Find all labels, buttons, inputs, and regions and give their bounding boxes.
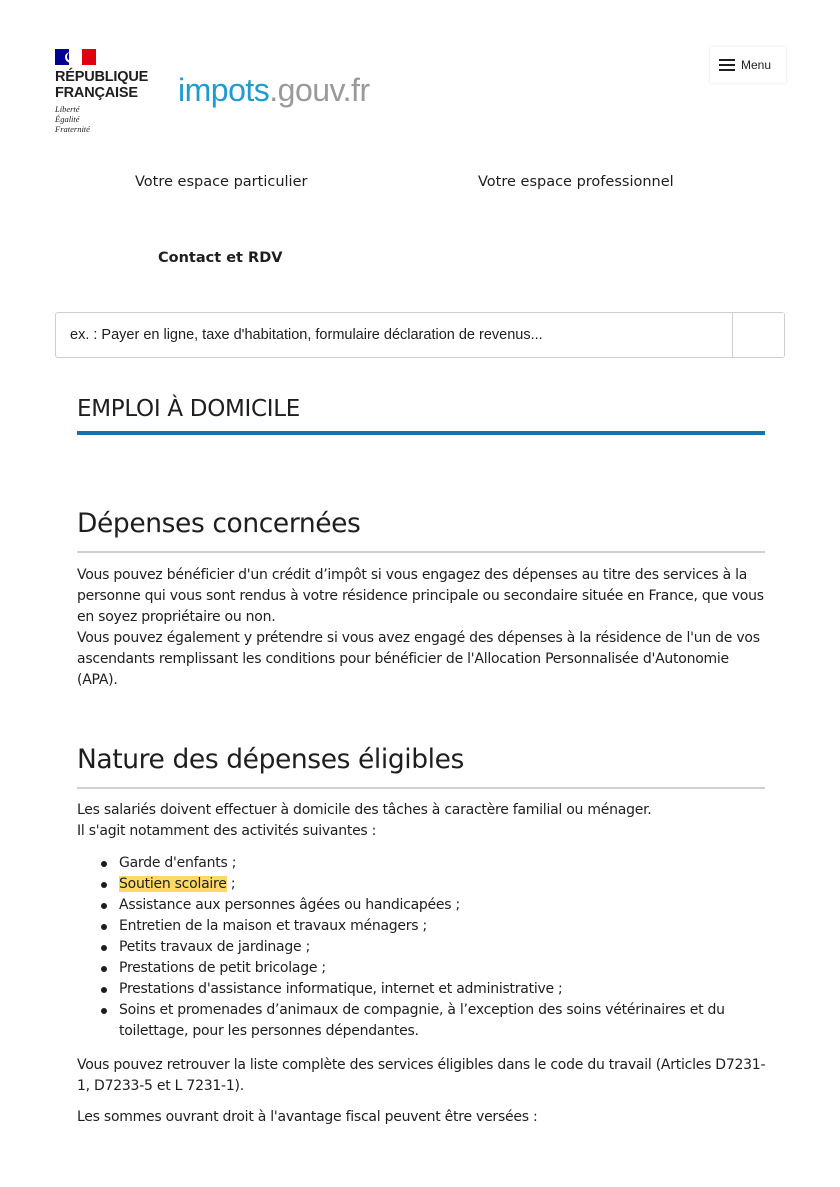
nav-espace-particulier-link[interactable]: Votre espace particulier: [135, 174, 308, 190]
list-item: Prestations d'assistance informatique, internet et administrative ;: [77, 979, 767, 1000]
page-title-underline: [77, 431, 765, 435]
logo-part: impots: [178, 72, 270, 108]
logo-part: .fr: [342, 72, 370, 108]
page-title: EMPLOI À DOMICILE: [77, 396, 301, 422]
paragraph: Les sommes ouvrant droit à l'avantage fiscal peuvent être versées :: [77, 1109, 538, 1125]
republic-motto: [55, 104, 90, 134]
motto-line: Égalité: [55, 114, 80, 124]
list-item: [77, 874, 767, 895]
motto-line: Liberté: [55, 104, 80, 114]
brand-line: FRANÇAISE: [55, 85, 138, 101]
impots-gouv-logo[interactable]: [178, 70, 370, 110]
highlighted-text: Soutien scolaire: [119, 876, 227, 892]
paragraph: Vous pouvez retrouver la liste complète des services éligibles dans le code du travail (Articles D7231-1, D7233-5 et L 7231-1).: [77, 1057, 766, 1094]
search-button[interactable]: [732, 313, 784, 357]
motto-line: Fraternité: [55, 124, 90, 134]
list-item: Assistance aux personnes âgées ou handicapées ;: [77, 895, 767, 916]
paragraph: Vous pouvez bénéficier d'un crédit d’impôt si vous engagez des dépenses au titre des services à la personne qui vous sont rendus à votre résidence principale ou secondaire située en France, que vous en soyez propriétaire ou non.: [77, 567, 764, 625]
paragraph: Vous pouvez également y prétendre si vous avez engagé des dépenses à la résidence de l'un de vos ascendants remplissant les conditions pour bénéficier de l'Allocation Personnalisée d'Autonomie (APA).: [77, 630, 760, 688]
logo-part: .: [269, 72, 278, 108]
list-item-suffix: ;: [226, 876, 236, 892]
list-item: Garde d'enfants ;: [77, 853, 767, 874]
list-item: Soins et promenades d’animaux de compagnie, à l’exception des soins vétérinaires et du toilettage, pour les personnes dépendantes.: [77, 1000, 767, 1042]
section-divider: [77, 551, 765, 553]
paragraph: Il s'agit notamment des activités suivantes :: [77, 823, 377, 839]
site-header: [0, 0, 840, 150]
list-item: Petits travaux de jardinage ;: [77, 937, 767, 958]
nav-espace-professionnel-link[interactable]: Votre espace professionnel: [478, 174, 674, 190]
list-item: Entretien de la maison et travaux ménagers ;: [77, 916, 767, 937]
paragraph: Les salariés doivent effectuer à domicile des tâches à caractère familial ou ménager.: [77, 802, 652, 818]
menu-label: Menu: [741, 58, 772, 72]
section-title-depenses-concernees: Dépenses concernées: [77, 508, 361, 539]
republique-francaise-brand[interactable]: [55, 69, 148, 101]
search-input[interactable]: [56, 313, 732, 357]
brand-line: RÉPUBLIQUE: [55, 69, 149, 85]
list-item: Prestations de petit bricolage ;: [77, 958, 767, 979]
eligible-activities-list: [77, 853, 767, 1042]
menu-button[interactable]: [710, 47, 786, 83]
search-bar: [55, 312, 785, 358]
logo-part: gouv: [277, 72, 343, 108]
hamburger-icon: [719, 59, 735, 71]
marianne-flag-icon: [55, 49, 96, 65]
section-title-nature-depenses: Nature des dépenses éligibles: [77, 744, 464, 775]
nav-contact-rdv-link[interactable]: Contact et RDV: [158, 250, 283, 266]
section-divider: [77, 787, 765, 789]
